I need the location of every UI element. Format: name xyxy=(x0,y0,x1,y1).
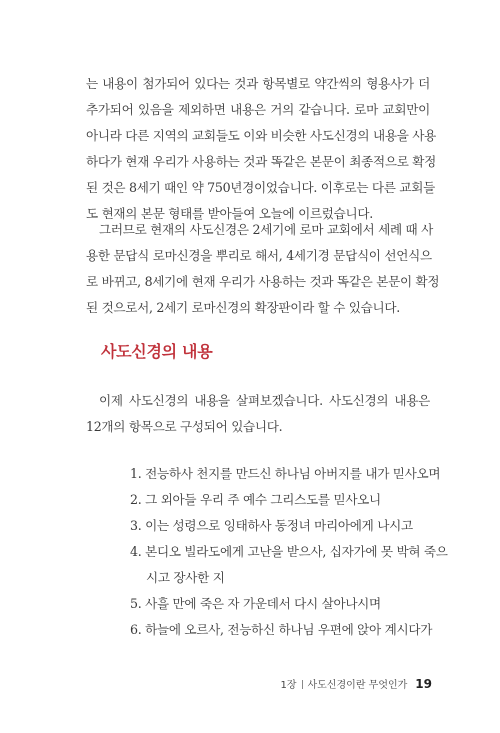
creed-article-text: 3. 이는 성령으로 잉태하사 동정녀 마리아에게 나시고 xyxy=(130,518,413,533)
body-paragraph-3 xyxy=(86,388,430,440)
text-line: 추가되어 있음을 제외하면 내용은 거의 같습니다. 로마 교회만이 xyxy=(86,102,430,117)
creed-article xyxy=(130,591,440,617)
text-line: 12개의 항목으로 구성되어 있습니다. xyxy=(86,419,283,434)
footer-chapter-title: 사도신경이란 무엇인가 xyxy=(307,680,408,691)
creed-article xyxy=(130,461,440,487)
text-line: 그러므로 현재의 사도신경은 2세기에 로마 교회에서 세례 때 사 xyxy=(99,222,433,237)
body-paragraph-2 xyxy=(86,217,440,321)
text-line: 는 내용이 첨가되어 있다는 것과 항목별로 약간씩의 형용사가 더 xyxy=(86,76,430,91)
text-line: 이제 사도신경의 내용을 살펴보겠습니다. 사도신경의 내용은 xyxy=(99,393,430,408)
creed-article-text: 6. 하늘에 오르사, 전능하신 하나님 우편에 앉아 계시다가 xyxy=(130,622,433,637)
section-heading: 사도신경의 내용 xyxy=(101,342,213,361)
footer-divider xyxy=(302,680,303,689)
creed-article-text: 4. 본디오 빌라도에게 고난을 받으사, 십자가에 못 박혀 죽으 xyxy=(130,544,448,559)
creed-article xyxy=(130,513,440,539)
creed-article xyxy=(130,539,448,591)
creed-article xyxy=(130,487,440,513)
body-paragraph-1 xyxy=(86,71,436,227)
running-footer xyxy=(280,676,432,691)
creed-article-text: 2. 그 외아들 우리 주 예수 그리스도를 믿사오니 xyxy=(130,492,381,507)
creed-article-text: 5. 사흘 만에 죽은 자 가운데서 다시 살아나시며 xyxy=(130,596,381,611)
text-line: 로 바뀌고, 8세기에 현재 우리가 사용하는 것과 똑같은 본문이 확정 xyxy=(86,274,440,289)
creed-article-list xyxy=(130,461,448,643)
text-line: 하다가 현재 우리가 사용하는 것과 똑같은 본문이 최종적으로 확정 xyxy=(86,154,436,169)
page-number: 19 xyxy=(415,677,432,691)
creed-article-text: 1. 전능하사 천지를 만드신 하나님 아버지를 내가 믿사오며 xyxy=(130,466,441,481)
creed-article-continuation: 시고 장사한 지 xyxy=(146,570,225,585)
creed-article xyxy=(130,617,440,643)
text-line: 아니라 다른 지역의 교회들도 이와 비슷한 사도신경의 내용을 사용 xyxy=(86,128,436,143)
footer-chapter: 1장 xyxy=(280,680,297,691)
text-line: 된 것은 8세기 때인 약 750년경이었습니다. 이후로는 다른 교회들 xyxy=(86,180,435,195)
text-line: 된 것으로서, 2세기 로마신경의 확장판이라 할 수 있습니다. xyxy=(86,300,400,315)
text-line: 용한 문답식 로마신경을 뿌리로 해서, 4세기경 문답식이 선언식으 xyxy=(86,248,432,263)
text-line: 도 현재의 본문 형태를 받아들여 오늘에 이르렀습니다. xyxy=(86,206,373,221)
